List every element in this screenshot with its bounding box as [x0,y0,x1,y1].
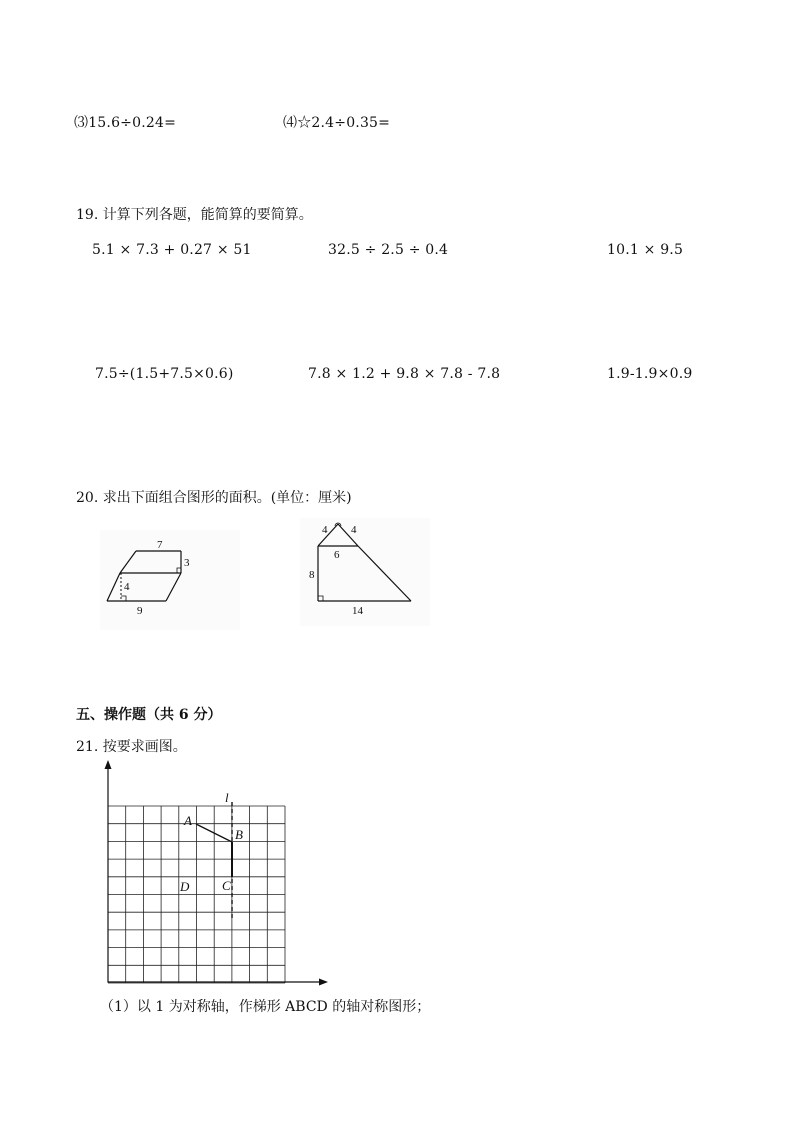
grid-lines [108,806,285,983]
q19-expr-6: 1.9-1.9×0.9 [607,366,693,382]
fig1-bottom-label: 9 [137,605,143,617]
q18-item-3: ⑶15.6÷0.24= [74,115,177,131]
section-5-heading: 五、操作题（共 6 分） [76,707,222,723]
q21-heading: 21. 按要求画图。 [76,739,187,755]
fig1-right-label: 3 [184,557,190,569]
q20-heading: 20. 求出下面组合图形的面积。(单位：厘米) [76,490,352,506]
fig2-bottom-label: 14 [352,605,363,617]
point-d-label: D [180,879,190,894]
q21-grid-figure [96,760,336,990]
fig1-top-label: 7 [157,539,163,551]
q20-figure-trapezoid [300,518,430,626]
q19-expr-5: 7.8 × 1.2 + 9.8 × 7.8 - 7.8 [308,366,501,382]
q19-expr-3: 10.1 × 9.5 [607,242,684,258]
fig2-height-label: 8 [309,569,315,581]
q18-item-4: ⑷☆2.4÷0.35= [283,115,391,131]
q19-heading: 19. 计算下列各题，能简算的要简算。 [76,207,313,223]
point-a-label: A [184,813,192,828]
fig2-right-slant-label: 4 [351,524,357,536]
q21-sub-1: （1）以 1 为对称轴，作梯形 ABCD 的轴对称图形； [100,999,431,1015]
axis-l-label: l [225,790,229,805]
q19-expr-4: 7.5÷(1.5+7.5×0.6) [95,366,234,382]
q20-figure-parallelogram [100,530,240,630]
q19-expr-1: 5.1 × 7.3 + 0.27 × 51 [92,242,252,258]
point-b-label: B [235,827,243,842]
fig1-height-label: 4 [124,581,130,593]
q19-expr-2: 32.5 ÷ 2.5 ÷ 0.4 [328,242,449,258]
fig2-left-slant-label: 4 [322,524,328,536]
point-c-label: C [222,878,231,893]
fig2-top-base-label: 6 [334,549,340,561]
